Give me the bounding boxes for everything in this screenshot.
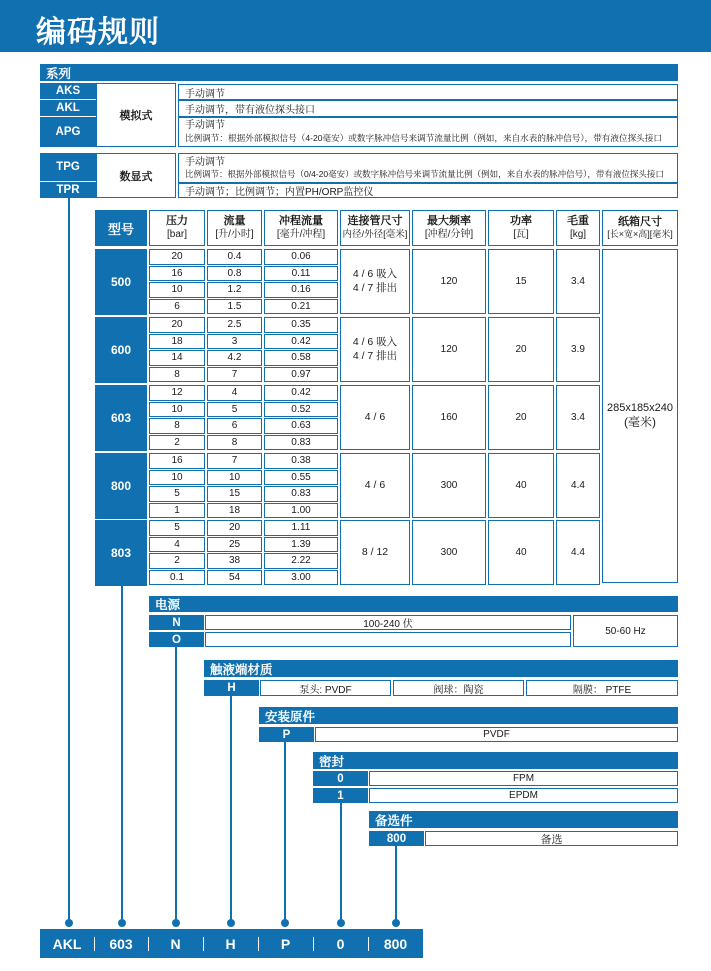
table-cell-flow: 5 [207,402,262,418]
pipe-size-text: 4 / 7 排出 [352,281,398,294]
series-code-tpg: TPG [40,153,96,181]
series-code-tpr: TPR [40,182,96,198]
bottom-code-option: 800 [368,929,423,958]
box-size-cell: 285x185x240 (毫米) [602,249,678,583]
connector-line-seal [340,803,342,923]
series-code-akl: AKL [40,100,96,116]
bottom-separator [203,937,204,951]
connector-dot-install [281,919,289,927]
power-frequency: 50-60 Hz [573,615,678,647]
table-cell-stroke: 0.35 [264,317,338,333]
power-voltage: 100-240 伏 [205,615,571,630]
pipe-size-text: 4 / 6 吸入 [352,336,398,349]
table-cell-pressure: 2 [149,435,205,451]
bottom-code-material: H [203,929,258,958]
table-cell-flow: 20 [207,520,262,536]
table-cell-flow: 7 [207,453,262,469]
table-cell-stroke: 3.00 [264,570,338,586]
bottom-code-series: AKL [40,929,94,958]
model-code-500: 500 [95,249,147,315]
table-cell-flow: 7 [207,367,262,383]
table-cell-pressure: 6 [149,299,205,315]
table-cell-weight: 3.4 [556,385,600,450]
table-cell-flow: 0.8 [207,266,262,282]
table-header-flow: 流量 [升/小时] [207,210,262,246]
power-o-value [205,632,571,647]
table-cell-pressure: 18 [149,334,205,350]
table-cell-flow: 10 [207,470,262,486]
connector-line-option [395,846,397,923]
table-cell-power: 40 [488,453,554,518]
table-header-pressure: 压力 [bar] [149,210,205,246]
table-cell-flow: 3 [207,334,262,350]
table-cell-pipe [340,385,410,450]
table-cell-stroke: 0.21 [264,299,338,315]
table-cell-stroke: 0.42 [264,334,338,350]
seal-header: 密封 [313,752,678,769]
table-header-stroke: 冲程流量 [毫升/冲程] [264,210,338,246]
install-code-p: P [259,727,314,742]
bottom-separator [94,937,95,951]
connector-dot-model [118,919,126,927]
tpr-desc: 手动调节；比例调节；内置PH/ORP监控仪 [178,183,678,198]
pipe-size-text: 4 / 7 排出 [352,349,398,362]
seal-code-0: 0 [313,771,368,786]
page-title: 编码规则 [36,15,160,50]
table-cell-freq: 300 [412,453,486,518]
title-band [0,0,711,52]
table-cell-flow: 1.5 [207,299,262,315]
series-header: 系列 [40,64,678,81]
table-cell-flow: 6 [207,418,262,434]
seal-epdm: EPDM [369,788,678,803]
power-header: 电源 [149,596,678,612]
table-cell-pressure: 5 [149,520,205,536]
power-code-o: O [149,632,204,647]
table-cell-pressure: 14 [149,350,205,366]
table-cell-pipe [340,453,410,518]
table-cell-weight: 3.9 [556,317,600,382]
table-cell-weight: 4.4 [556,520,600,585]
connector-dot-seal [337,919,345,927]
model-code-800: 800 [95,453,147,519]
aks-desc: 手动调节 [178,84,678,100]
table-cell-stroke: 0.83 [264,435,338,451]
table-cell-pressure: 0.1 [149,570,205,586]
table-cell-flow: 0.4 [207,249,262,265]
option-code-800: 800 [369,831,424,846]
table-header-power: 功率 [瓦] [488,210,554,246]
table-cell-pressure: 12 [149,385,205,401]
table-cell-power: 20 [488,385,554,450]
material-ball: 阀球：陶瓷 [393,680,524,696]
option-value: 备选 [425,831,678,846]
table-cell-pressure: 2 [149,553,205,569]
digital-label: 数显式 [96,153,176,198]
table-cell-stroke: 0.06 [264,249,338,265]
bottom-code-model: 603 [94,929,148,958]
model-code-803: 803 [95,520,147,586]
table-cell-power: 40 [488,520,554,585]
model-code-603: 603 [95,385,147,451]
table-cell-stroke: 1.39 [264,537,338,553]
table-cell-flow: 25 [207,537,262,553]
tpg-desc: 手动调节 比例调节：根据外部模拟信号（0/4-20毫安）或数字脉冲信号来调节流量比例（例如，来自水表的脉冲信号），带有液位探头接口 [178,153,678,183]
bottom-code-install: P [258,929,313,958]
install-value: PVDF [315,727,678,742]
table-cell-freq: 300 [412,520,486,585]
table-cell-stroke: 0.42 [264,385,338,401]
table-header-model: 型号 [95,210,147,246]
table-cell-stroke: 2.22 [264,553,338,569]
seal-code-1: 1 [313,788,368,803]
table-cell-flow: 54 [207,570,262,586]
table-cell-stroke: 0.97 [264,367,338,383]
table-header-weight: 毛重 [kg] [556,210,600,246]
bottom-code-power: N [148,929,203,958]
table-cell-pressure: 8 [149,418,205,434]
table-cell-stroke: 0.11 [264,266,338,282]
table-header-freq: 最大频率 [冲程/分钟] [412,210,486,246]
connector-line-series [68,193,70,923]
table-cell-pressure: 5 [149,486,205,502]
table-cell-weight: 3.4 [556,249,600,314]
table-cell-stroke: 0.52 [264,402,338,418]
connector-line-model [121,584,123,923]
model-code-600: 600 [95,317,147,383]
table-cell-flow: 1.2 [207,282,262,298]
table-cell-pressure: 20 [149,317,205,333]
install-header: 安装原件 [259,707,678,724]
table-cell-flow: 4.2 [207,350,262,366]
material-pump-head: 泵头: PVDF [260,680,391,696]
apg-desc: 手动调节 比例调节：根据外部模拟信号（4-20毫安）或数字脉冲信号来调节流量比例（例如，来自水表的脉冲信号），带有液位探头接口 [178,117,678,147]
table-cell-pipe [340,317,410,382]
table-cell-pipe [340,249,410,314]
analog-label: 模拟式 [96,83,176,147]
table-cell-stroke: 0.16 [264,282,338,298]
connector-line-install [284,741,286,923]
table-cell-freq: 120 [412,249,486,314]
table-header-box: 纸箱尺寸 [长×宽×高][毫米] [602,210,678,246]
table-cell-pressure: 16 [149,266,205,282]
pipe-size-text: 4 / 6 [364,478,386,491]
table-cell-flow: 2.5 [207,317,262,333]
table-cell-stroke: 1.11 [264,520,338,536]
table-cell-pressure: 10 [149,470,205,486]
table-cell-stroke: 0.83 [264,486,338,502]
bottom-separator [313,937,314,951]
table-cell-pressure: 20 [149,249,205,265]
option-header: 备选件 [369,811,678,828]
table-cell-stroke: 0.63 [264,418,338,434]
table-cell-power: 20 [488,317,554,382]
table-cell-stroke: 0.58 [264,350,338,366]
table-cell-flow: 15 [207,486,262,502]
table-header-pipe: 连接管尺寸 内径/外径[毫米] [340,210,410,246]
pipe-size-text: 8 / 12 [361,545,389,558]
bottom-code-seal: 0 [313,929,368,958]
connector-line-material [230,696,232,923]
connector-dot-power [172,919,180,927]
bottom-separator [368,937,369,951]
table-cell-pressure: 4 [149,537,205,553]
table-cell-flow: 18 [207,503,262,519]
series-code-aks: AKS [40,83,96,99]
table-cell-freq: 160 [412,385,486,450]
akl-desc: 手动调节，带有液位探头接口 [178,100,678,117]
table-cell-pressure: 16 [149,453,205,469]
material-diaphragm: 隔膜： PTFE [526,680,678,696]
power-code-n: N [149,615,204,630]
table-cell-pressure: 10 [149,282,205,298]
table-cell-pipe [340,520,410,585]
connector-dot-material [227,919,235,927]
table-cell-pressure: 8 [149,367,205,383]
connector-line-power [175,647,177,923]
table-cell-stroke: 0.55 [264,470,338,486]
table-cell-pressure: 1 [149,503,205,519]
seal-fpm: FPM [369,771,678,786]
table-cell-flow: 8 [207,435,262,451]
table-cell-power: 15 [488,249,554,314]
bottom-separator [258,937,259,951]
series-code-apg: APG [40,117,96,147]
pipe-size-text: 4 / 6 [364,410,386,423]
table-cell-flow: 4 [207,385,262,401]
table-cell-pressure: 10 [149,402,205,418]
table-cell-freq: 120 [412,317,486,382]
material-header: 触液端材质 [204,660,678,677]
table-cell-weight: 4.4 [556,453,600,518]
table-cell-stroke: 1.00 [264,503,338,519]
connector-dot-option [392,919,400,927]
pipe-size-text: 4 / 6 吸入 [352,268,398,281]
material-code-h: H [204,680,259,696]
table-cell-flow: 38 [207,553,262,569]
bottom-separator [148,937,149,951]
connector-dot-series [65,919,73,927]
table-cell-stroke: 0.38 [264,453,338,469]
